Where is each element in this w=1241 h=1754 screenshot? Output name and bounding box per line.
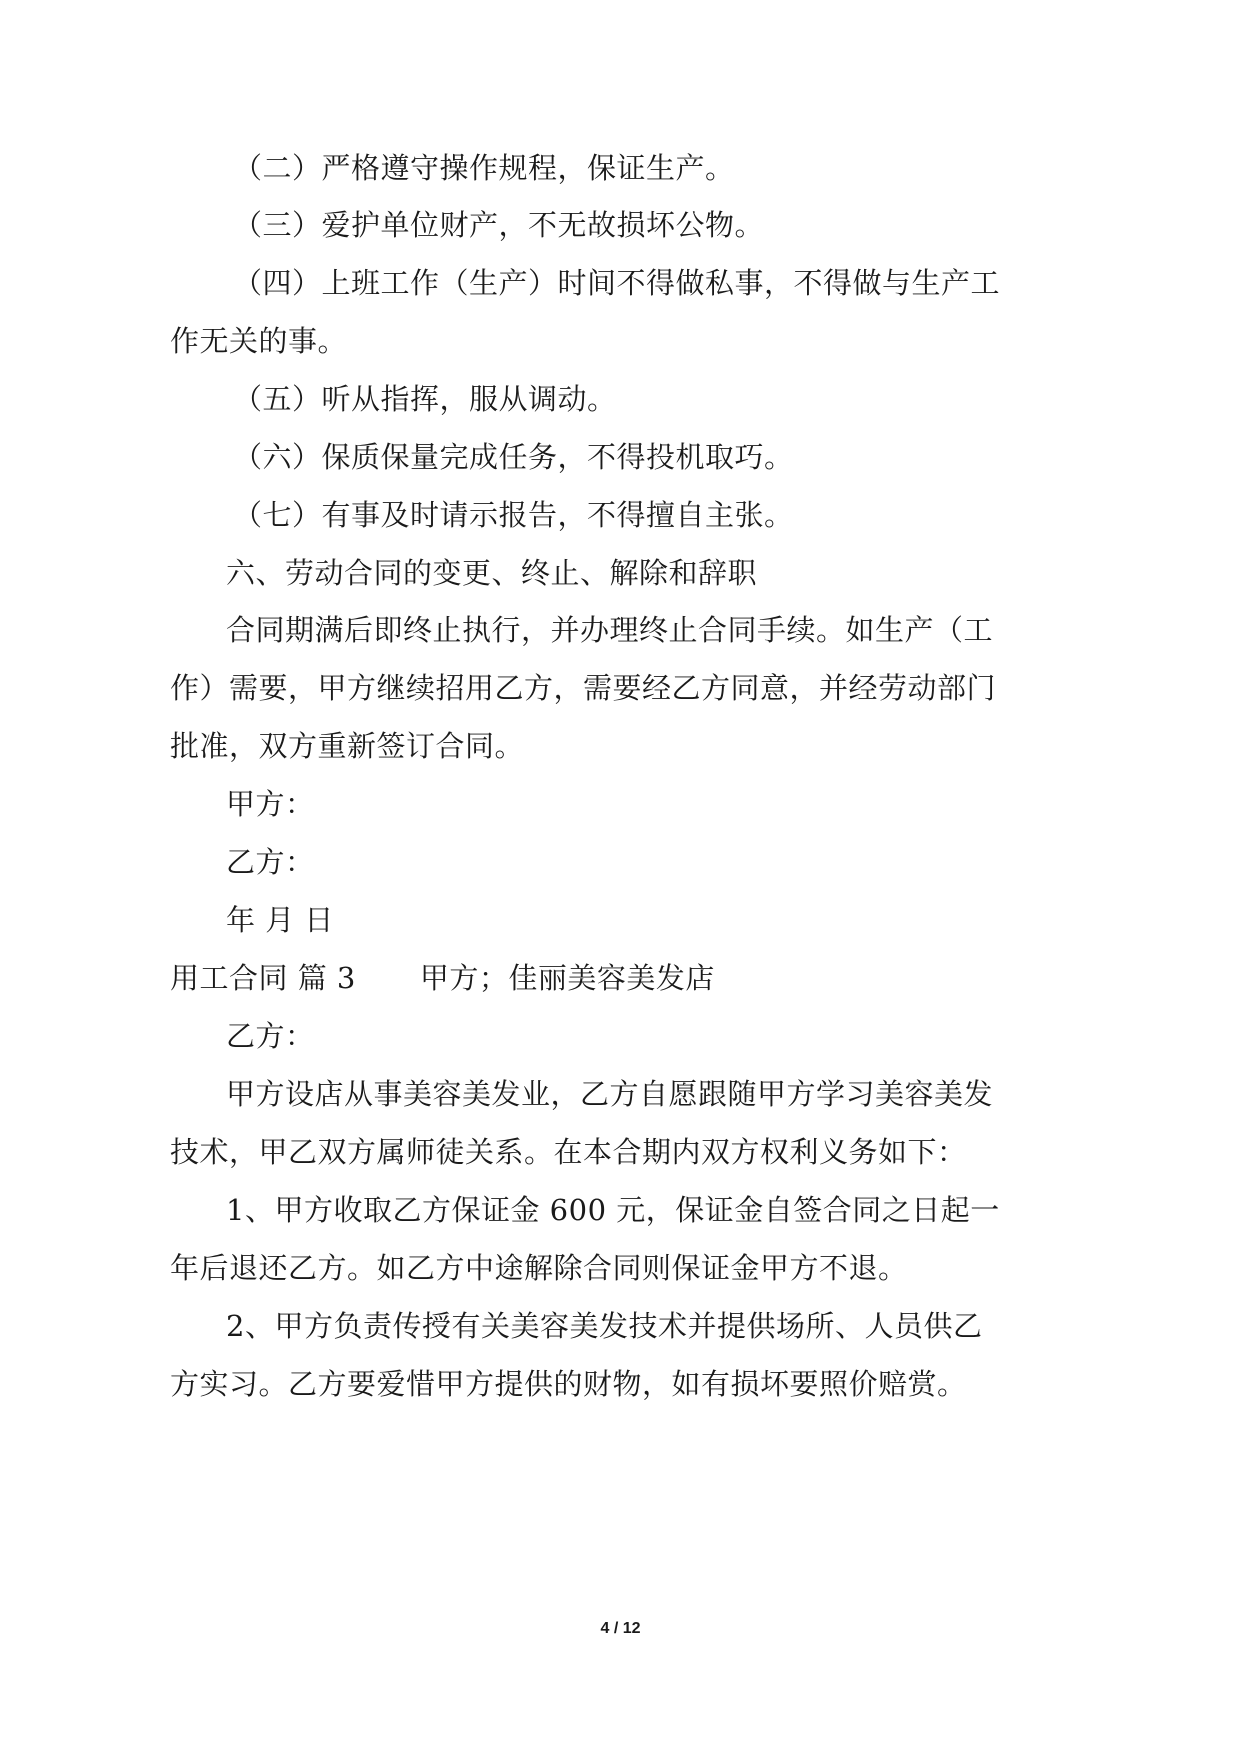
text-line: （四）上班工作（生产）时间不得做私事，不得做与生产工 [233, 266, 1001, 300]
signature-date: 年 月 日 [226, 903, 334, 937]
text-line: 甲方设店从事美容美发业，乙方自愿跟随甲方学习美容美发 [226, 1077, 994, 1111]
contract-party-a: 甲方；佳丽美容美发店 [419, 961, 715, 995]
contract-heading [170, 958, 715, 998]
text-line: 技术，甲乙双方属师徒关系。在本合期内双方权利义务如下： [170, 1135, 967, 1169]
signature-party-b: 乙方： [226, 845, 315, 879]
text-line: 1、甲方收取乙方保证金 600 元，保证金自签合同之日起一 [226, 1193, 1000, 1227]
text-line: （三）爱护单位财产，不无故损坏公物。 [233, 208, 765, 242]
signature-party-a: 甲方： [226, 787, 315, 821]
text-line: 合同期满后即终止执行，并办理终止合同手续。如生产（工 [226, 613, 994, 647]
text-line: 作无关的事。 [170, 324, 348, 358]
text-line: （五）听从指挥，服从调动。 [233, 382, 617, 416]
text-line: （六）保质保量完成任务，不得投机取巧。 [233, 440, 794, 474]
text-line: （二）严格遵守操作规程，保证生产。 [233, 151, 735, 185]
text-line: 年后退还乙方。如乙方中途解除合同则保证金甲方不退。 [170, 1251, 908, 1285]
contract-party-b: 乙方： [226, 1019, 315, 1053]
text-line: 批准，双方重新签订合同。 [170, 729, 525, 763]
text-line: （七）有事及时请示报告，不得擅自主张。 [233, 498, 794, 532]
text-line: 方实习。乙方要爱惜甲方提供的财物，如有损坏要照价赔赏。 [170, 1367, 967, 1401]
section-title: 六、劳动合同的变更、终止、解除和辞职 [226, 556, 758, 590]
text-line: 作）需要，甲方继续招用乙方，需要经乙方同意，并经劳动部门 [170, 671, 997, 705]
contract-title: 用工合同 篇 3 [170, 961, 356, 995]
text-line: 2、甲方负责传授有关美容美发技术并提供场所、人员供乙 [226, 1309, 983, 1343]
page-number: 4 / 12 [600, 1620, 641, 1637]
